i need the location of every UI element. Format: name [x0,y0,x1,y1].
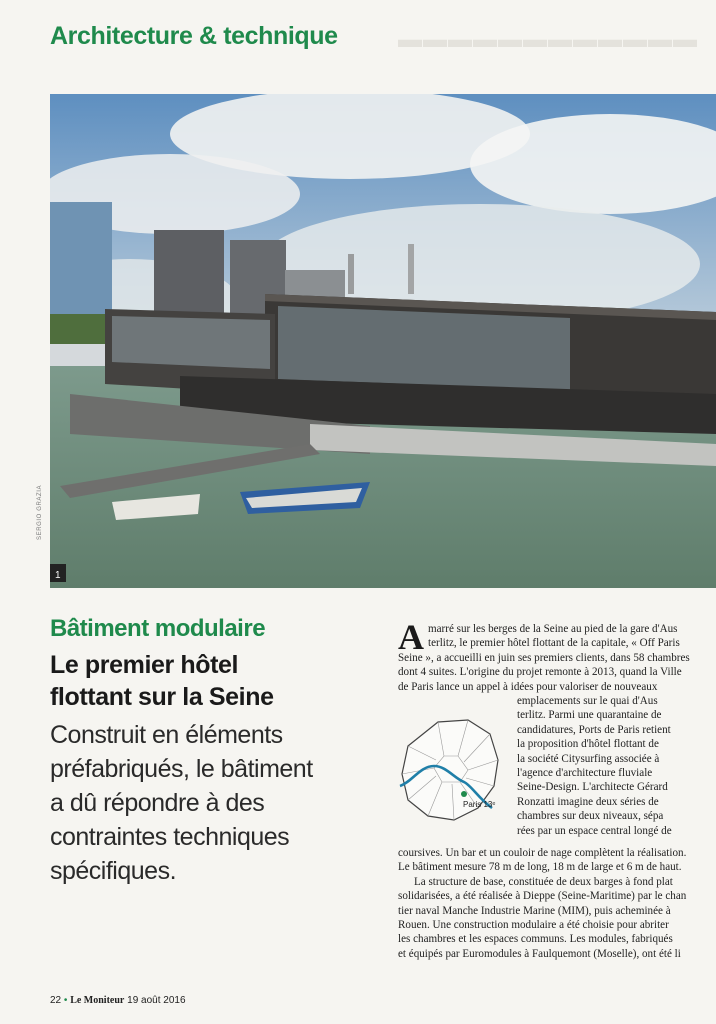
body-line: tier naval Manche Industrie Marine (MIM), puis acheminée à [398,904,671,917]
body-line: et équipés par Euromodules à Faulquemont (Moselle), ont été li [398,947,681,960]
publication-name: Le Moniteur [70,995,125,1006]
standfirst-line: a dû répondre à des [50,789,265,817]
body-top [398,651,690,694]
body-line: Le bâtiment mesure 78 m de long, 18 m de large et 6 m de haut. [398,861,682,874]
headline-line: flottant sur la Seine [50,683,274,711]
headline-line: Le premier hôtel [50,651,239,679]
map-label: Paris 13ᵉ [463,800,496,809]
page-number: 22 [50,995,62,1006]
body-line: Seine », a accueilli en juin ses premiers clients, dans 58 chambres [398,652,690,664]
body-line: les chambres et les espaces communs. Les modules, fabriqués [398,933,673,946]
body-line: solidarisées, a été réalisée à Dieppe (Seine-Maritime) par le chan [398,890,687,903]
footer-separator: • [63,995,68,1006]
body-line: rées par un espace central longé de [517,824,672,837]
body-line: chambres sur deux niveaux, sépa [517,810,664,823]
body-line: l'agence d'architecture fluviale [517,766,653,779]
article-kicker: Bâtiment modulaire [50,615,266,642]
standfirst-line: Construit en éléments [50,721,283,749]
section-rubric: Architecture & technique [50,22,338,50]
body-line: la proposition d'hôtel flottant de [517,738,659,751]
body-line: de Paris lance un appel à idées pour valoriser de nouveaux [398,680,658,693]
body-beside-map [517,694,672,838]
body-line: candidatures, Ports de Paris retient [517,723,671,736]
drop-cap: A [398,617,424,657]
page-footer [50,995,186,1006]
body-line: La structure de base, constituée de deux barges à fond plat [414,875,673,888]
photo-number: 1 [55,570,61,581]
body-line: terlitz. Parmi une quarantaine de [517,709,662,722]
body-line: marré sur les berges de la Seine au pied de la gare d'Aus [428,623,678,635]
body-line: coursives. Un bar et un couloir de nage complètent la réalisation. [398,847,687,859]
standfirst-line: préfabriqués, le bâtiment [50,755,313,783]
body-line: Seine-Design. L'architecte Gérard [517,781,668,794]
bleed-through-text: ▬▬▬▬▬▬▬▬▬▬▬▬ [398,26,698,53]
body-line: emplacements sur le quai d'Aus [517,695,658,707]
standfirst-line: contraintes techniques [50,823,290,851]
issue-date: 19 août 2016 [127,995,186,1006]
body-line: Rouen. Une construction modulaire a été choisie pour abriter [398,918,669,931]
body-line: terlitz, le premier hôtel flottant de la capitale, « Off Paris [428,637,680,650]
body-line: Ronzatti imagine deux séries de [517,795,659,808]
body-line: dont 4 suites. L'origine du projet remonte à 2013, quand la Ville [398,666,682,679]
article-standfirst [50,718,370,888]
photo-credit: SERGIO GRAZIA [37,484,43,540]
body-bottom [398,846,686,961]
body-top-indented [428,622,680,651]
body-line: la société Citysurfing associée à [517,752,660,765]
hotel-photo [50,94,716,588]
article-headline [50,649,370,713]
standfirst-line: spécifiques. [50,857,177,885]
